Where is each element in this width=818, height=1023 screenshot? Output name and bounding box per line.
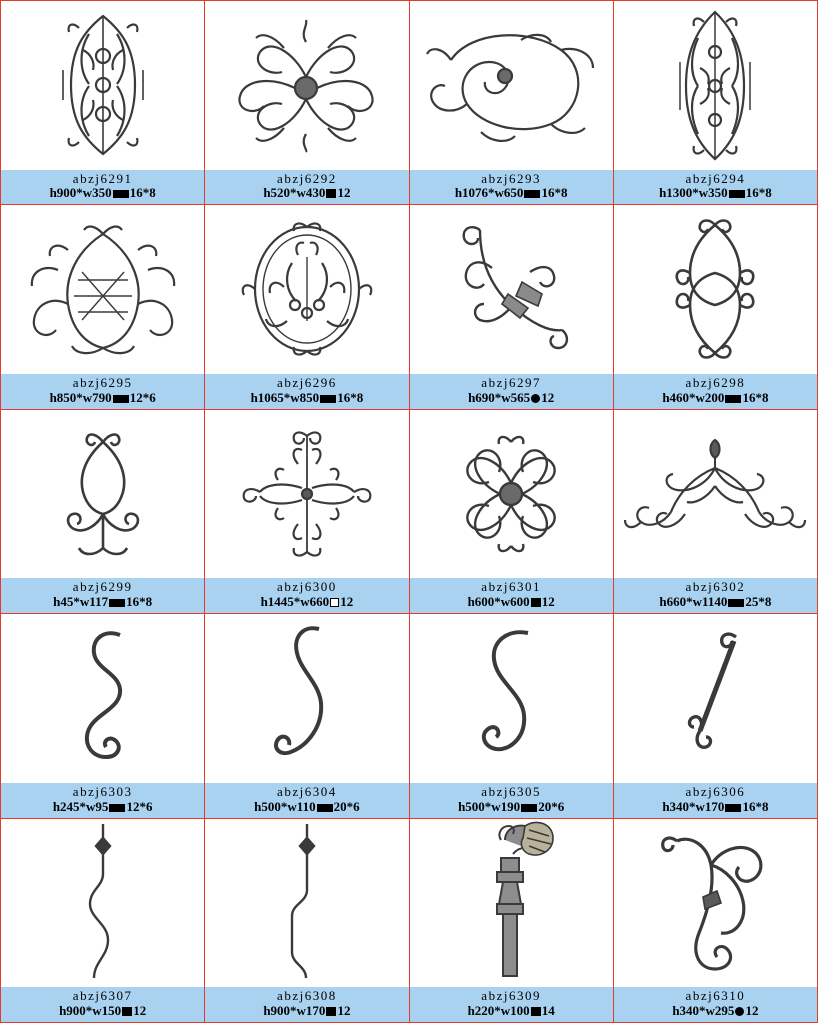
catalog-item-abzj6307[interactable] bbox=[1, 819, 205, 1022]
caption bbox=[410, 987, 613, 1022]
square-stock-icon bbox=[326, 189, 336, 198]
product-code: abzj6294 bbox=[685, 170, 746, 186]
catalog-item-abzj6296[interactable] bbox=[205, 205, 409, 408]
product-code: abzj6297 bbox=[481, 374, 541, 390]
round-stock-icon bbox=[735, 1007, 744, 1016]
bar-stock-icon bbox=[725, 395, 741, 403]
product-code: abzj6305 bbox=[481, 783, 541, 799]
caption bbox=[205, 987, 408, 1022]
product-image-abzj6306 bbox=[614, 614, 817, 783]
product-image-abzj6310 bbox=[614, 819, 817, 988]
caption bbox=[205, 170, 408, 205]
caption bbox=[410, 374, 613, 409]
catalog-row bbox=[1, 1, 817, 205]
product-code: abzj6304 bbox=[277, 783, 337, 799]
catalog-item-abzj6310[interactable] bbox=[614, 819, 817, 1022]
product-spec: h900*w350 16*8 bbox=[49, 185, 156, 201]
catalog-item-abzj6301[interactable] bbox=[410, 410, 614, 613]
caption bbox=[410, 783, 613, 818]
square-stock-icon bbox=[531, 598, 541, 607]
product-image-abzj6301 bbox=[410, 410, 613, 579]
product-spec: h220*w100 14 bbox=[467, 1003, 555, 1019]
product-code: abzj6307 bbox=[72, 988, 133, 1004]
product-image-abzj6291 bbox=[1, 1, 204, 170]
caption bbox=[614, 578, 817, 613]
round-stock-icon bbox=[531, 394, 540, 403]
product-spec: h520*w430 12 bbox=[263, 185, 351, 201]
catalog-item-abzj6291[interactable] bbox=[1, 1, 205, 204]
product-image-abzj6308 bbox=[205, 819, 408, 988]
caption bbox=[410, 170, 613, 205]
caption bbox=[614, 374, 817, 409]
bar-stock-icon bbox=[729, 190, 745, 198]
product-code: abzj6299 bbox=[72, 579, 133, 595]
product-code: abzj6302 bbox=[685, 579, 746, 595]
product-image-abzj6298 bbox=[614, 205, 817, 374]
caption bbox=[614, 987, 817, 1022]
product-image-abzj6300 bbox=[205, 410, 408, 579]
product-image-abzj6305 bbox=[410, 614, 613, 783]
catalog-row bbox=[1, 819, 817, 1022]
caption bbox=[1, 783, 204, 818]
hollow-square-stock-icon bbox=[330, 598, 339, 607]
caption bbox=[205, 783, 408, 818]
product-spec: h500*w190 20*6 bbox=[458, 798, 565, 814]
product-image-abzj6304 bbox=[205, 614, 408, 783]
product-code: abzj6295 bbox=[72, 374, 133, 390]
catalog-item-abzj6309[interactable] bbox=[410, 819, 614, 1022]
bar-stock-icon bbox=[317, 804, 333, 812]
product-code: abzj6292 bbox=[277, 170, 337, 186]
square-stock-icon bbox=[531, 1007, 541, 1016]
catalog-item-abzj6294[interactable] bbox=[614, 1, 817, 204]
product-code: abzj6300 bbox=[277, 579, 337, 595]
bar-stock-icon bbox=[113, 190, 129, 198]
product-image-abzj6292 bbox=[205, 1, 408, 170]
catalog-item-abzj6299[interactable] bbox=[1, 410, 205, 613]
caption bbox=[614, 783, 817, 818]
catalog-item-abzj6298[interactable] bbox=[614, 205, 817, 408]
product-code: abzj6310 bbox=[685, 988, 746, 1004]
product-image-abzj6293 bbox=[410, 1, 613, 170]
caption bbox=[205, 578, 408, 613]
product-image-abzj6296 bbox=[205, 205, 408, 374]
catalog-item-abzj6293[interactable] bbox=[410, 1, 614, 204]
product-code: abzj6293 bbox=[481, 170, 541, 186]
product-spec: h500*w110 20*6 bbox=[254, 798, 360, 814]
catalog-item-abzj6300[interactable] bbox=[205, 410, 409, 613]
product-image-abzj6297 bbox=[410, 205, 613, 374]
product-code: abzj6306 bbox=[685, 783, 746, 799]
catalog-item-abzj6308[interactable] bbox=[205, 819, 409, 1022]
catalog-item-abzj6302[interactable] bbox=[614, 410, 817, 613]
product-image-abzj6309 bbox=[410, 819, 613, 988]
product-spec: h1076*w650 16*8 bbox=[454, 185, 568, 201]
catalog-item-abzj6297[interactable] bbox=[410, 205, 614, 408]
product-image-abzj6303 bbox=[1, 614, 204, 783]
product-spec: h340*w295 12 bbox=[672, 1003, 759, 1019]
catalog-item-abzj6304[interactable] bbox=[205, 614, 409, 817]
catalog-item-abzj6295[interactable] bbox=[1, 205, 205, 408]
product-spec: h900*w150 12 bbox=[59, 1003, 147, 1019]
catalog-row bbox=[1, 205, 817, 409]
caption bbox=[1, 374, 204, 409]
product-spec: h340*w170 16*8 bbox=[662, 798, 769, 814]
product-spec: h460*w200 16*8 bbox=[662, 389, 769, 405]
product-spec: h600*w600 12 bbox=[467, 594, 555, 610]
product-spec: h690*w565 12 bbox=[468, 389, 555, 405]
bar-stock-icon bbox=[725, 804, 741, 812]
bar-stock-icon bbox=[113, 395, 129, 403]
bar-stock-icon bbox=[320, 395, 336, 403]
caption bbox=[614, 170, 817, 205]
product-code: abzj6301 bbox=[481, 579, 541, 595]
catalog-row bbox=[1, 410, 817, 614]
product-image-abzj6295 bbox=[1, 205, 204, 374]
product-spec: h660*w1140 25*8 bbox=[659, 594, 772, 610]
catalog-row bbox=[1, 614, 817, 818]
product-code: abzj6298 bbox=[685, 374, 746, 390]
catalog-item-abzj6306[interactable] bbox=[614, 614, 817, 817]
bar-stock-icon bbox=[524, 190, 540, 198]
catalog-item-abzj6303[interactable] bbox=[1, 614, 205, 817]
product-code: abzj6303 bbox=[72, 783, 133, 799]
product-spec: h1445*w660 12 bbox=[260, 594, 354, 610]
product-spec: h850*w790 12*6 bbox=[49, 389, 156, 405]
product-image-abzj6294 bbox=[614, 1, 817, 170]
caption bbox=[1, 987, 204, 1022]
square-stock-icon bbox=[326, 1007, 336, 1016]
caption bbox=[410, 578, 613, 613]
caption bbox=[205, 374, 408, 409]
product-spec: h1065*w850 16*8 bbox=[250, 389, 364, 405]
caption bbox=[1, 578, 204, 613]
product-image-abzj6302 bbox=[614, 410, 817, 579]
product-code: abzj6308 bbox=[277, 988, 337, 1004]
product-spec: h900*w170 12 bbox=[263, 1003, 351, 1019]
product-image-abzj6299 bbox=[1, 410, 204, 579]
caption bbox=[1, 170, 204, 205]
catalog-item-abzj6292[interactable] bbox=[205, 1, 409, 204]
product-image-abzj6307 bbox=[1, 819, 204, 988]
bar-stock-icon bbox=[109, 599, 125, 607]
catalog-item-abzj6305[interactable] bbox=[410, 614, 614, 817]
product-spec: h45*w117 16*8 bbox=[53, 594, 153, 610]
square-stock-icon bbox=[122, 1007, 132, 1016]
bar-stock-icon bbox=[109, 804, 125, 812]
product-spec: h245*w95 12*6 bbox=[52, 798, 153, 814]
bar-stock-icon bbox=[728, 599, 744, 607]
product-code: abzj6296 bbox=[277, 374, 337, 390]
product-code: abzj6309 bbox=[481, 988, 541, 1004]
product-spec: h1300*w350 16*8 bbox=[659, 185, 772, 201]
product-code: abzj6291 bbox=[72, 170, 133, 186]
bar-stock-icon bbox=[521, 804, 537, 812]
